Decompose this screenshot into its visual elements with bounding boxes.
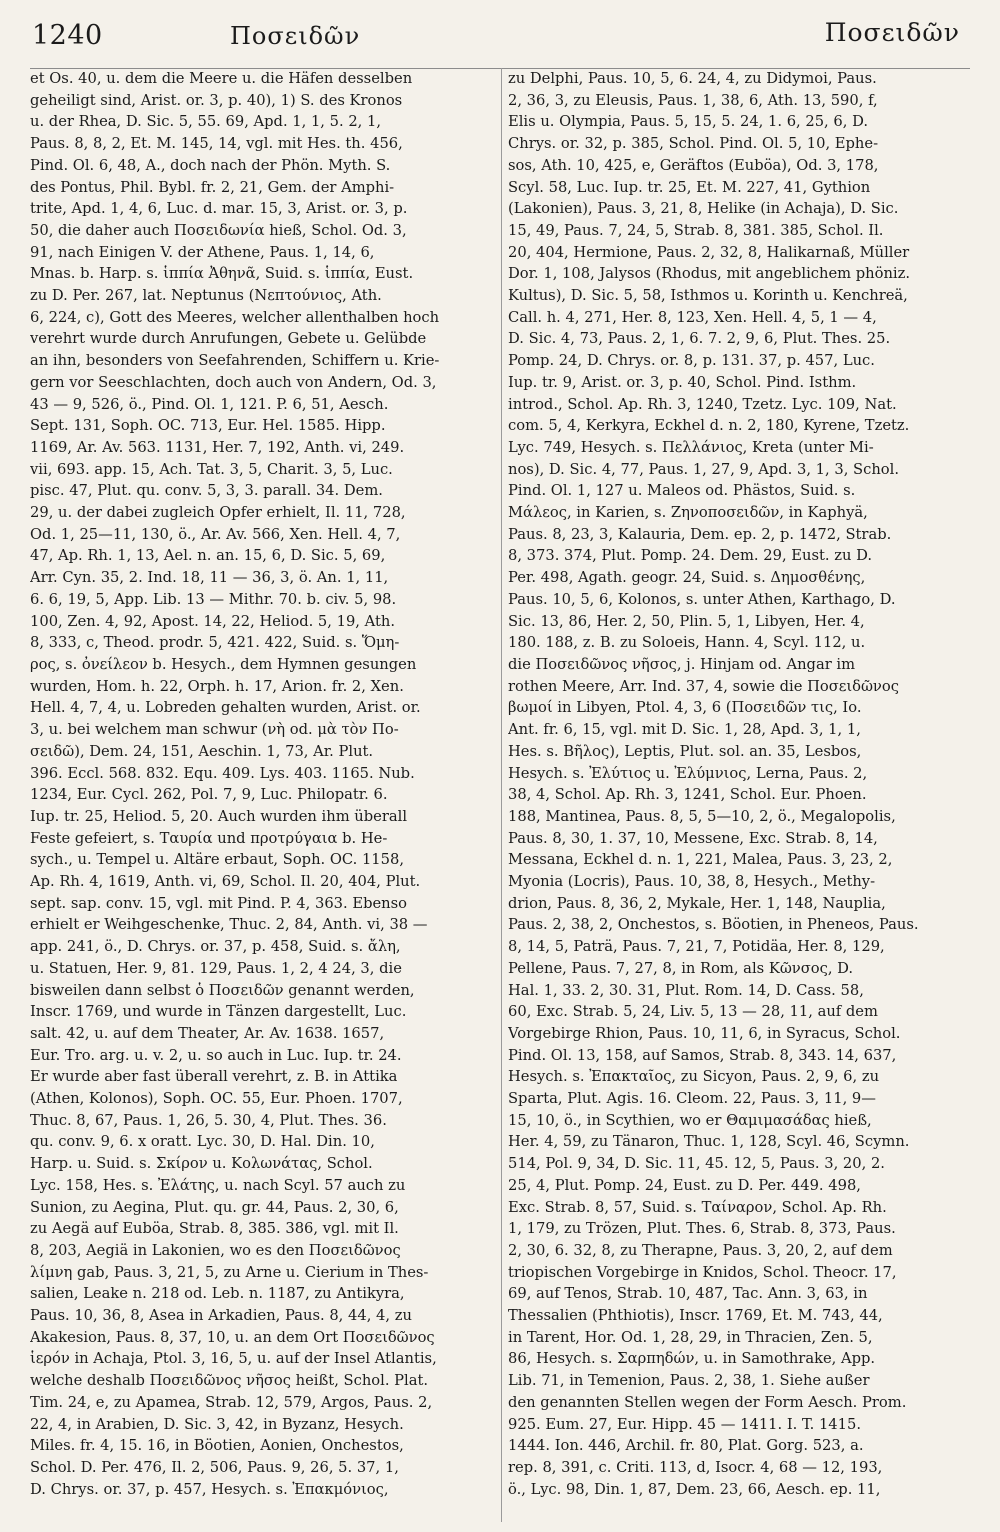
right-column-line: 1444. Ion. 446, Archil. fr. 80, Plat. Gorg. 523, a.	[508, 1437, 864, 1455]
left-column-line: 29, u. der dabei zugleich Opfer erhielt, Il. 11, 728,	[30, 504, 406, 522]
right-column-line: Hal. 1, 33. 2, 30. 31, Plut. Rom. 14, D. Cass. 58,	[508, 981, 864, 999]
right-column-line: Vorgebirge Rhion, Paus. 10, 11, 6, in Syracus, Schol.	[508, 1024, 901, 1042]
left-column-line: Lyc. 158, Hes. s. Ἐλάτης, u. nach Scyl. 57 auch zu	[30, 1176, 406, 1194]
left-column-line: app. 241, ö., D. Chrys. or. 37, p. 458, Suid. s. ἄλη,	[30, 938, 401, 956]
left-column-line: Miles. fr. 4, 15. 16, in Böotien, Aonien, Onchestos,	[30, 1437, 404, 1455]
right-column-line: Lyc. 749, Hesych. s. Πελλάνιος, Kreta (unter Mi-	[508, 438, 874, 456]
left-column-line: zu D. Per. 267, lat. Neptunus (Νεπτούνιος, Ath.	[30, 287, 382, 305]
right-column-line: Paus. 8, 30, 1. 37, 10, Messene, Exc. Strab. 8, 14,	[508, 829, 878, 847]
left-column-line: Harp. u. Suid. s. Σκίρον u. Κολωνάτας, Schol.	[30, 1155, 373, 1173]
left-column-line: Sept. 131, Soph. OC. 713, Eur. Hel. 1585. Hipp.	[30, 417, 386, 435]
running-head-left: Ποσειδῶν	[230, 22, 361, 50]
right-column-line: Kultus), D. Sic. 5, 58, Isthmos u. Korinth u. Kenchreä,	[508, 287, 908, 305]
right-column-line: nos), D. Sic. 4, 77, Paus. 1, 27, 9, Apd. 3, 1, 3, Schol.	[508, 460, 899, 478]
left-column-line: u. der Rhea, D. Sic. 5, 55. 69, Apd. 1, 1, 5. 2, 1,	[30, 113, 382, 131]
page-header	[30, 18, 970, 69]
right-column-line: Messana, Eckhel d. n. 1, 221, Malea, Paus. 3, 23, 2,	[508, 851, 893, 869]
right-column-line: 2, 36, 3, zu Eleusis, Paus. 1, 38, 6, Ath. 13, 590, f,	[508, 91, 878, 109]
running-head-right: Ποσειδῶν	[824, 18, 960, 47]
left-column-line: et Os. 40, u. dem die Meere u. die Häfen desselben	[30, 70, 413, 87]
left-column-line: geheiligt sind, Arist. or. 3, p. 40), 1) S. des Kronos	[30, 91, 403, 109]
left-column-line: 6. 6, 19, 5, App. Lib. 13 — Mithr. 70. b. civ. 5, 98.	[30, 590, 397, 608]
left-column-line: qu. conv. 9, 6. x oratt. Lyc. 30, D. Hal. Din. 10,	[30, 1133, 375, 1151]
right-column-line: Pellene, Paus. 7, 27, 8, in Rom, als Κῶνσος, D.	[508, 959, 854, 977]
right-column-line: sos, Ath. 10, 425, e, Geräftos (Euböa), Od. 3, 178,	[508, 156, 879, 174]
right-column-line: 180. 188, z. B. zu Soloeis, Hann. 4, Scyl. 112, u.	[508, 634, 866, 652]
right-column-line: Per. 498, Agath. geogr. 24, Suid. s. Δημοσθένης,	[508, 569, 866, 587]
left-column-line: 50, die daher auch Ποσειδωνία hieß, Schol. Od. 3,	[30, 221, 407, 239]
left-column-line: 100, Zen. 4, 92, Apost. 14, 22, Heliod. 5, 19, Ath.	[30, 612, 396, 630]
left-column-line: Schol. D. Per. 476, Il. 2, 506, Paus. 9, 26, 5. 37, 1,	[30, 1459, 399, 1476]
right-column-line: 86, Hesych. s. Σαρπηδών, u. in Samothrake, App.	[508, 1350, 876, 1368]
left-column-line: 43 — 9, 526, ö., Pind. Ol. 1, 121. P. 6, 51, Aesch.	[30, 395, 389, 413]
right-column-line: Pind. Ol. 13, 158, auf Samos, Strab. 8, 343. 14, 637,	[508, 1046, 897, 1064]
left-column-line: 91, nach Einigen V. der Athene, Paus. 1, 14, 6,	[30, 243, 375, 261]
right-column-line: Iup. tr. 9, Arist. or. 3, p. 40, Schol. Pind. Isthm.	[508, 373, 857, 391]
left-column-line: D. Chrys. or. 37, p. 457, Hesych. s. Ἐπακμόνιος,	[30, 1480, 389, 1498]
right-column-line: 25, 4, Plut. Pomp. 24, Eust. zu D. Per. 449. 498,	[508, 1176, 861, 1194]
right-column-line: 38, 4, Schol. Ap. Rh. 3, 1241, Schol. Eur. Phoen.	[508, 786, 867, 804]
left-column-line: 1169, Ar. Av. 563. 1131, Her. 7, 192, Anth. vi, 249.	[30, 438, 405, 456]
left-column-line: Thuc. 8, 67, Paus. 1, 26, 5. 30, 4, Plut. Thes. 36.	[30, 1111, 387, 1129]
right-column-line: introd., Schol. Ap. Rh. 3, 1240, Tzetz. Lyc. 109, Nat.	[508, 395, 897, 413]
right-column-line: drion, Paus. 8, 36, 2, Mykale, Her. 1, 148, Nauplia,	[508, 894, 886, 912]
left-column-line: trite, Apd. 1, 4, 6, Luc. d. mar. 15, 3, Arist. or. 3, p.	[30, 200, 408, 218]
column-divider	[501, 68, 502, 1522]
right-column-line: Μάλεος, in Karien, s. Ζηνοποσειδῶν, in Kaphyä,	[508, 504, 868, 522]
left-column-line: 6, 224, c), Gott des Meeres, welcher allenthalben hoch	[30, 308, 440, 326]
left-column-line: an ihn, besonders von Seefahrenden, Schiffern u. Krie-	[30, 352, 440, 370]
right-column-line: Elis u. Olympia, Paus. 5, 15, 5. 24, 1. 6, 25, 6, D.	[508, 113, 869, 131]
left-column-line: 1234, Eur. Cycl. 262, Pol. 7, 9, Luc. Philopatr. 6.	[30, 786, 388, 804]
right-column-line: zu Delphi, Paus. 10, 5, 6. 24, 4, zu Didymoi, Paus.	[508, 70, 877, 87]
right-column-line: 188, Mantinea, Paus. 8, 5, 5—10, 2, ö., Megalopolis,	[508, 807, 896, 825]
left-column-line: Eur. Tro. arg. u. v. 2, u. so auch in Luc. Iup. tr. 24.	[30, 1046, 402, 1064]
left-column-line: ἱερόν in Achaja, Ptol. 3, 16, 5, u. auf der Insel Atlantis,	[30, 1350, 437, 1368]
left-column-line: λίμνη gab, Paus. 3, 21, 5, zu Arne u. Cierium in Thes-	[30, 1263, 429, 1281]
right-column-line: 8, 373. 374, Plut. Pomp. 24. Dem. 29, Eust. zu D.	[508, 547, 873, 565]
left-column-line: 8, 333, c, Theod. prodr. 5, 421. 422, Suid. s. Ὅμη-	[30, 634, 400, 652]
left-column-line: 8, 203, Aegiä in Lakonien, wo es den Ποσειδῶνος	[30, 1241, 401, 1259]
right-column-line: rothen Meere, Arr. Ind. 37, 4, sowie die Ποσειδῶνος	[508, 677, 899, 695]
left-column-line: Ap. Rh. 4, 1619, Anth. vi, 69, Schol. Il. 20, 404, Plut.	[30, 873, 421, 891]
right-column-line: 15, 10, ö., in Scythien, wo er Θαμιμασάδας hieß,	[508, 1111, 872, 1129]
left-column-line: Feste gefeiert, s. Ταυρία und προτρύγαια b. He-	[30, 829, 388, 847]
left-column-line: gern vor Seeschlachten, doch auch von Andern, Od. 3,	[30, 373, 437, 391]
left-column-line: pisc. 47, Plut. qu. conv. 5, 3, 3. parall. 34. Dem.	[30, 482, 383, 500]
left-column-line: Paus. 10, 36, 8, Asea in Arkadien, Paus. 8, 44, 4, zu	[30, 1307, 412, 1325]
right-column-line: Chrys. or. 32, p. 385, Schol. Pind. Ol. 5, 10, Ephe-	[508, 135, 879, 153]
left-column-line: des Pontus, Phil. Bybl. fr. 2, 21, Gem. der Amphi-	[30, 178, 395, 196]
text-columns	[30, 68, 970, 1522]
left-column-line: 22, 4, in Arabien, D. Sic. 3, 42, in Byzanz, Hesych.	[30, 1415, 404, 1433]
left-column-line: Tim. 24, e, zu Apamea, Strab. 12, 579, Argos, Paus. 2,	[30, 1393, 433, 1411]
right-column	[508, 68, 974, 1522]
left-column-line: Pind. Ol. 6, 48, A., doch nach der Phön. Myth. S.	[30, 156, 391, 174]
right-column-line: Dor. 1, 108, Jalysos (Rhodus, mit angeblichem phöniz.	[508, 265, 911, 283]
right-column-line: Scyl. 58, Luc. Iup. tr. 25, Et. M. 227, 41, Gythion	[508, 178, 871, 196]
left-column-line: wurden, Hom. h. 22, Orph. h. 17, Arion. fr. 2, Xen.	[30, 677, 404, 695]
right-column-line: Hes. s. Βῆλος), Leptis, Plut. sol. an. 35, Lesbos,	[508, 742, 862, 760]
right-column-line: com. 5, 4, Kerkyra, Eckhel d. n. 2, 180, Kyrene, Tzetz.	[508, 417, 910, 435]
left-column-line: vii, 693. app. 15, Ach. Tat. 3, 5, Charit. 3, 5, Luc.	[30, 460, 393, 478]
left-column-line: sych., u. Tempel u. Altäre erbaut, Soph. OC. 1158,	[30, 851, 405, 869]
right-column-line: Hesych. s. Ἐπακταῖος, zu Sicyon, Paus. 2, 9, 6, zu	[508, 1068, 880, 1086]
right-column-line: Paus. 8, 23, 3, Kalauria, Dem. ep. 2, p. 1472, Strab.	[508, 525, 892, 543]
left-column-line: zu Aegä auf Euböa, Strab. 8, 385. 386, vgl. mit Il.	[30, 1220, 399, 1238]
right-column-line: triopischen Vorgebirge in Knidos, Schol. Theocr. 17,	[508, 1263, 897, 1281]
right-column-line: Sic. 13, 86, Her. 2, 50, Plin. 5, 1, Libyen, Her. 4,	[508, 612, 865, 630]
left-column-line: sept. sap. conv. 15, vgl. mit Pind. P. 4, 363. Ebenso	[30, 894, 408, 912]
right-column-line: 60, Exc. Strab. 5, 24, Liv. 5, 13 — 28, 11, auf dem	[508, 1003, 878, 1021]
right-column-line: rep. 8, 391, c. Criti. 113, d, Isocr. 4, 68 — 12, 193,	[508, 1459, 883, 1476]
left-column-line: (Athen, Kolonos), Soph. OC. 55, Eur. Phoen. 1707,	[30, 1090, 403, 1108]
right-column-line: Pind. Ol. 1, 127 u. Maleos od. Phästos, Suid. s.	[508, 482, 856, 500]
left-column-line: Iup. tr. 25, Heliod. 5, 20. Auch wurden ihm überall	[30, 807, 408, 825]
right-column-line: (Lakonien), Paus. 3, 21, 8, Helike (in Achaja), D. Sic.	[508, 200, 899, 218]
right-column-line: den genannten Stellen wegen der Form Aesch. Prom.	[508, 1393, 907, 1411]
left-column-line: ρος, s. ὀνείλεον b. Hesych., dem Hymnen gesungen	[30, 655, 417, 673]
page-number: 1240	[32, 20, 103, 51]
left-column-line: erhielt er Weihgeschenke, Thuc. 2, 84, Anth. vi, 38 —	[30, 916, 428, 934]
left-column-line: bisweilen dann selbst ὁ Ποσειδῶν genannt werden,	[30, 981, 415, 999]
right-column-line: Pomp. 24, D. Chrys. or. 8, p. 131. 37, p. 457, Luc.	[508, 352, 875, 370]
right-column-line: 8, 14, 5, Paträ, Paus. 7, 21, 7, Potidäa, Her. 8, 129,	[508, 938, 885, 956]
right-column-line: Thessalien (Phthiotis), Inscr. 1769, Et. M. 743, 44,	[508, 1307, 883, 1325]
left-column-line: welche deshalb Ποσειδῶνος νῆσος heißt, Schol. Plat.	[30, 1372, 429, 1390]
left-column-line: Arr. Cyn. 35, 2. Ind. 18, 11 — 36, 3, ö. An. 1, 11,	[30, 569, 389, 587]
left-column-line: salien, Leake n. 218 od. Leb. n. 1187, zu Antikyra,	[30, 1285, 405, 1303]
left-column	[30, 68, 496, 1522]
right-column-line: 514, Pol. 9, 34, D. Sic. 11, 45. 12, 5, Paus. 3, 20, 2.	[508, 1155, 885, 1173]
right-column-line: 925. Eum. 27, Eur. Hipp. 45 — 1411. I. T. 1415.	[508, 1415, 862, 1433]
left-column-line: salt. 42, u. auf dem Theater, Ar. Av. 1638. 1657,	[30, 1024, 385, 1042]
right-column-line: 20, 404, Hermione, Paus. 2, 32, 8, Halikarnaß, Müller	[508, 243, 910, 261]
left-column-line: verehrt wurde durch Anrufungen, Gebete u. Gelübde	[30, 330, 427, 348]
right-column-line: Ant. fr. 6, 15, vgl. mit D. Sic. 1, 28, Apd. 3, 1, 1,	[508, 721, 861, 739]
left-column-line: Paus. 8, 8, 2, Et. M. 145, 14, vgl. mit Hes. th. 456,	[30, 135, 403, 153]
right-column-line: 15, 49, Paus. 7, 24, 5, Strab. 8, 381. 385, Schol. Il.	[508, 221, 884, 239]
left-column-line: Hell. 4, 7, 4, u. Lobreden gehalten wurden, Arist. or.	[30, 699, 421, 717]
right-column-line: Sparta, Plut. Agis. 16. Cleom. 22, Paus. 3, 11, 9—	[508, 1090, 876, 1108]
right-column-line: Paus. 10, 5, 6, Kolonos, s. unter Athen, Karthago, D.	[508, 590, 896, 608]
right-column-line: in Tarent, Hor. Od. 1, 28, 29, in Thracien, Zen. 5,	[508, 1328, 873, 1346]
right-column-line: 2, 30, 6. 32, 8, zu Therapne, Paus. 3, 20, 2, auf dem	[508, 1241, 893, 1259]
right-column-line: die Ποσειδῶνος νῆσος, j. Hinjam od. Angar im	[508, 655, 856, 673]
right-column-line: 69, auf Tenos, Strab. 10, 487, Tac. Ann. 3, 63, in	[508, 1285, 868, 1303]
right-column-line: Myonia (Locris), Paus. 10, 38, 8, Hesych., Methy-	[508, 873, 876, 891]
right-column-line: Lib. 71, in Temenion, Paus. 2, 38, 1. Siehe außer	[508, 1372, 870, 1390]
left-column-line: σειδῶ), Dem. 24, 151, Aeschin. 1, 73, Ar. Plut.	[30, 742, 374, 760]
left-column-line: Inscr. 1769, und wurde in Tänzen dargestellt, Luc.	[30, 1003, 407, 1021]
right-column-line: Exc. Strab. 8, 57, Suid. s. Ταίναρον, Schol. Ap. Rh.	[508, 1198, 887, 1216]
left-column-line: 396. Eccl. 568. 832. Equ. 409. Lys. 403. 1165. Nub.	[30, 764, 415, 782]
right-column-line: ö., Lyc. 98, Din. 1, 87, Dem. 23, 66, Aesch. ep. 11,	[508, 1480, 881, 1498]
left-column-line: Mnas. b. Harp. s. ἱππία Ἀθηνᾶ, Suid. s. ἱππία, Eust.	[30, 265, 414, 283]
right-column-line: Paus. 2, 38, 2, Onchestos, s. Böotien, in Pheneos, Paus.	[508, 916, 919, 934]
left-column-line: Od. 1, 25—11, 130, ö., Ar. Av. 566, Xen. Hell. 4, 7,	[30, 525, 401, 543]
left-column-line: u. Statuen, Her. 9, 81. 129, Paus. 1, 2, 4 24, 3, die	[30, 959, 402, 977]
left-column-line: Er wurde aber fast überall verehrt, z. B. in Attika	[30, 1068, 398, 1086]
left-column-line: Sunion, zu Aegina, Plut. qu. gr. 44, Paus. 2, 30, 6,	[30, 1198, 399, 1216]
right-column-line: Call. h. 4, 271, Her. 8, 123, Xen. Hell. 4, 5, 1 — 4,	[508, 308, 877, 326]
right-column-line: 1, 179, zu Trözen, Plut. Thes. 6, Strab. 8, 373, Paus.	[508, 1220, 896, 1238]
left-column-line: 47, Ap. Rh. 1, 13, Ael. n. an. 15, 6, D. Sic. 5, 69,	[30, 547, 386, 565]
right-column-line: βωμοί in Libyen, Ptol. 4, 3, 6 (Ποσειδῶν τις, Io.	[508, 699, 862, 717]
left-column-line: Akakesion, Paus. 8, 37, 10, u. an dem Ort Ποσειδῶνος	[30, 1328, 435, 1346]
left-column-line: 3, u. bei welchem man schwur (νὴ od. μὰ τὸν Πο-	[30, 721, 399, 739]
right-column-line: Her. 4, 59, zu Tänaron, Thuc. 1, 128, Scyl. 46, Scymn.	[508, 1133, 910, 1151]
right-column-line: Hesych. s. Ἐλύτιος u. Ἐλύμνιος, Lerna, Paus. 2,	[508, 764, 868, 782]
right-column-line: D. Sic. 4, 73, Paus. 2, 1, 6. 7. 2, 9, 6, Plut. Thes. 25.	[508, 330, 891, 348]
